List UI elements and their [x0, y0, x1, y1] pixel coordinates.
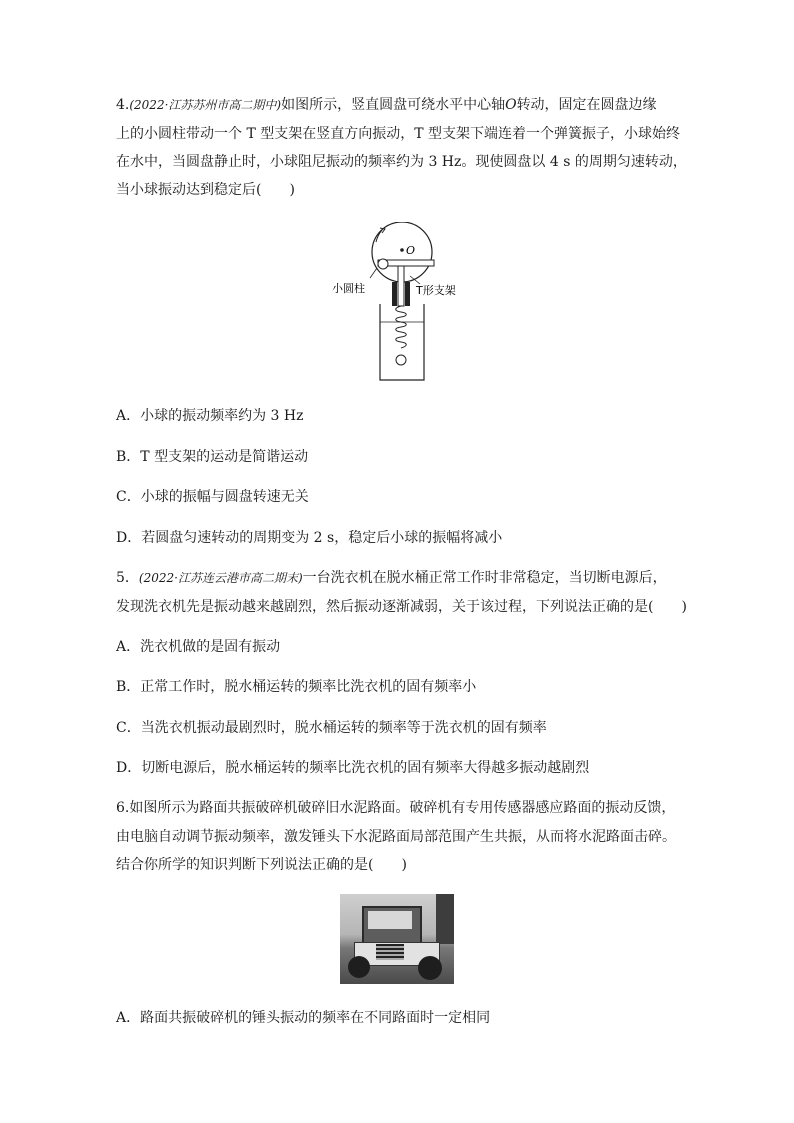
- q6-line-1: 6.如图所示为路面共振破碎机破碎旧水泥路面。破碎机有专用传感器感应路面的振动反馈，: [116, 800, 676, 816]
- q5-line-2: 发现洗衣机先是振动越来越剧烈，然后振动逐渐减弱，关于该过程，下列说法正确的是( ): [116, 599, 687, 615]
- q4-line-4: 当小球振动达到稳定后( ): [116, 182, 295, 198]
- q5-line-1: [116, 568, 696, 588]
- q4-axis-label: O: [505, 97, 517, 113]
- q5-option-b: B．正常工作时，脱水桶运转的频率比洗衣机的固有频率小: [116, 679, 477, 695]
- q4-number: 4.: [116, 97, 130, 113]
- q4-line-2: 上的小圆柱带动一个 T 型支架在竖直方向振动，T 型支架下端连着一个弹簧振子，小球始终: [116, 126, 681, 142]
- q4-apparatus-figure: [330, 222, 470, 384]
- q5-line-1-text: 一台洗衣机在脱水桶正常工作时非常稳定，当切断电源后，: [302, 570, 667, 586]
- q5-option-d: D．切断电源后，脱水桶运转的频率比洗衣机的固有频率大得越多振动越剧烈: [116, 760, 590, 776]
- q5-number: 5．: [116, 570, 139, 586]
- q4-option-c: C．小球的振幅与圆盘转速无关: [116, 489, 309, 505]
- q6-line-3: 结合你所学的知识判断下列说法正确的是( ): [116, 857, 407, 873]
- q4-source: (2022·江苏苏州市高二期中): [129, 98, 282, 112]
- q5-source: (2022·江苏连云港市高二期末): [138, 571, 303, 585]
- q4-option-d: D．若圆盘匀速转动的周期变为 2 s，稳定后小球的振幅将减小: [116, 530, 503, 546]
- road-breaker-photo: [340, 894, 454, 984]
- q6-option-a: A．路面共振破碎机的锤头振动的频率在不同路面时一定相同: [116, 1010, 491, 1026]
- spring: [396, 306, 407, 348]
- q4-line-1-tail: 转动，固定在圆盘边缘: [516, 97, 657, 113]
- guide-right: [405, 282, 410, 306]
- ball: [396, 355, 406, 365]
- guide-left: [392, 282, 397, 306]
- axis-o-label: O: [406, 244, 416, 257]
- t-frame-stem: [398, 266, 404, 306]
- q4-line-3: 在水中，当圆盘静止时，小球阻尼振动的频率约为 3 Hz。现使圆盘以 4 s 的周期匀速转动，: [116, 154, 687, 170]
- q5-option-a: A．洗衣机做的是固有振动: [116, 639, 281, 655]
- small-cylinder-label: 小圆柱: [332, 282, 365, 295]
- q4-option-b: B．T 型支架的运动是简谐运动: [116, 449, 309, 465]
- axis-dot: [400, 248, 404, 252]
- q4-line-1-text: 如图所示，竖直圆盘可绕水平中心轴: [281, 97, 506, 113]
- q6-line-2: 由电脑自动调节振动频率，激发锤头下水泥路面局部范围产生共振，从而将水泥路面击碎。: [116, 829, 676, 845]
- small-cylinder: [378, 259, 388, 269]
- q4-line-1: [116, 95, 696, 115]
- q4-option-a: A．小球的振动频率约为 3 Hz: [116, 408, 304, 424]
- t-frame-label: T形支架: [416, 284, 456, 297]
- q5-option-c: C．当洗衣机振动最剧烈时，脱水桶运转的频率等于洗衣机的固有频率: [116, 720, 547, 736]
- cylinder-leader: [370, 268, 377, 278]
